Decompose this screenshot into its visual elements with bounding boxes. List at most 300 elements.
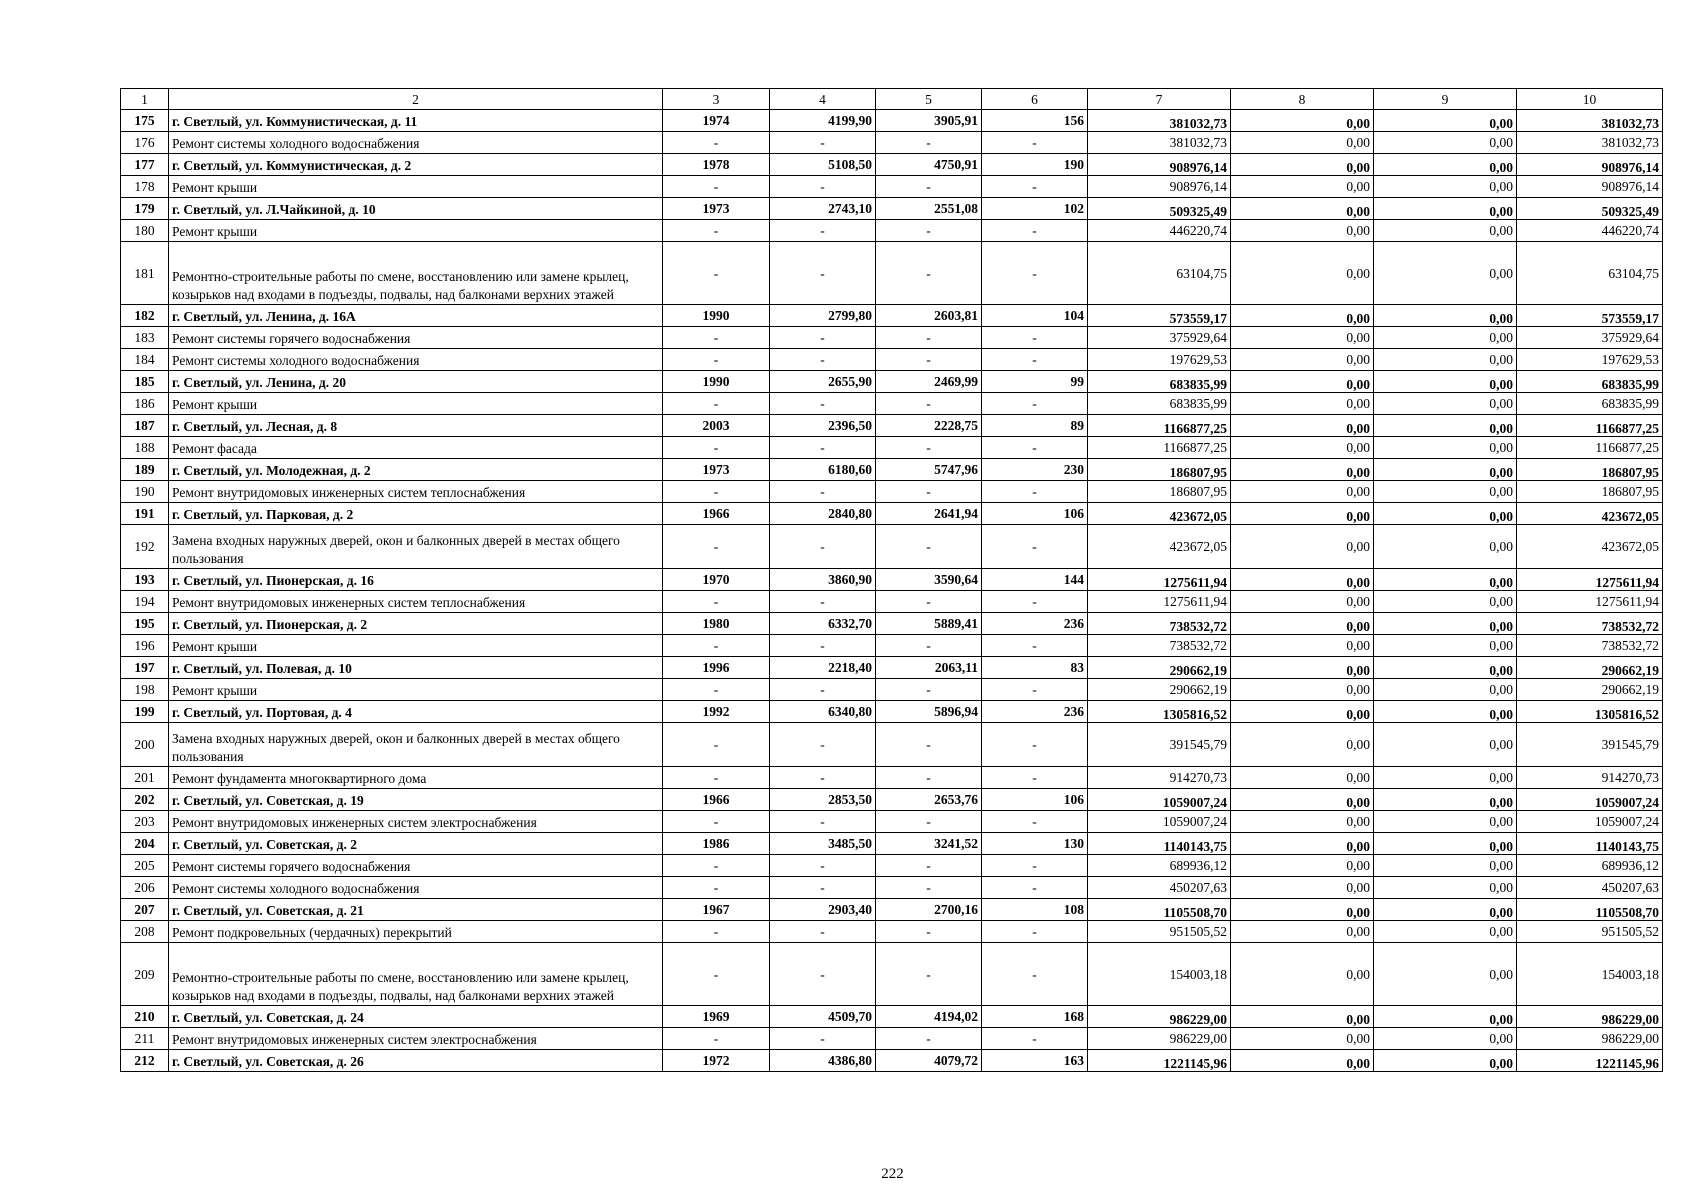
table-row	[121, 899, 1663, 921]
year-cell: -	[663, 525, 770, 569]
area-living-cell: -	[876, 943, 982, 1006]
row-number-cell: 186	[121, 393, 169, 415]
table-row	[121, 1050, 1663, 1072]
fund-cell: 0,00	[1231, 371, 1374, 393]
area-total-cell: -	[770, 811, 876, 833]
row-number-cell: 204	[121, 833, 169, 855]
object-name-cell: г. Светлый, ул. Пионерская, д. 16	[169, 569, 663, 591]
residents-cell: 102	[982, 198, 1088, 220]
fund-cell: 0,00	[1231, 481, 1374, 503]
fund-cell: 0,00	[1231, 154, 1374, 176]
row-number-cell: 195	[121, 613, 169, 635]
object-name-cell: г. Светлый, ул. Полевая, д. 10	[169, 657, 663, 679]
row-number-cell: 178	[121, 176, 169, 198]
year-cell: -	[663, 943, 770, 1006]
area-living-cell: -	[876, 921, 982, 943]
area-living-cell: 2641,94	[876, 503, 982, 525]
area-living-cell: -	[876, 525, 982, 569]
cost-total-cell: 986229,00	[1088, 1028, 1231, 1050]
table-row	[121, 349, 1663, 371]
object-name-cell: г. Светлый, ул. Советская, д. 2	[169, 833, 663, 855]
area-living-cell: -	[876, 679, 982, 701]
owners-cell: 197629,53	[1517, 349, 1663, 371]
table-row	[121, 305, 1663, 327]
object-name-cell: Ремонт фундамента многоквартирного дома	[169, 767, 663, 789]
area-living-cell: -	[876, 877, 982, 899]
residents-cell: -	[982, 855, 1088, 877]
year-cell: 1990	[663, 371, 770, 393]
budget-cell: 0,00	[1374, 833, 1517, 855]
table-row	[121, 327, 1663, 349]
area-living-cell: 5889,41	[876, 613, 982, 635]
budget-cell: 0,00	[1374, 811, 1517, 833]
table-row	[121, 371, 1663, 393]
row-number-cell: 176	[121, 132, 169, 154]
area-living-cell: -	[876, 767, 982, 789]
row-number-cell: 194	[121, 591, 169, 613]
object-name-cell: г. Светлый, ул. Пионерская, д. 2	[169, 613, 663, 635]
area-living-cell: 2551,08	[876, 198, 982, 220]
residents-cell: 168	[982, 1006, 1088, 1028]
year-cell: -	[663, 921, 770, 943]
budget-cell: 0,00	[1374, 525, 1517, 569]
year-cell: -	[663, 635, 770, 657]
cost-total-cell: 951505,52	[1088, 921, 1231, 943]
year-cell: 1972	[663, 1050, 770, 1072]
row-number-cell: 183	[121, 327, 169, 349]
owners-cell: 381032,73	[1517, 110, 1663, 132]
residents-cell: 83	[982, 657, 1088, 679]
object-name-cell: г. Светлый, ул. Л.Чайкиной, д. 10	[169, 198, 663, 220]
object-name-cell: г. Светлый, ул. Молодежная, д. 2	[169, 459, 663, 481]
year-cell: -	[663, 723, 770, 767]
area-total-cell: 2799,80	[770, 305, 876, 327]
table-row	[121, 132, 1663, 154]
table-row	[121, 154, 1663, 176]
residents-cell: 236	[982, 613, 1088, 635]
object-name-cell: г. Светлый, ул. Советская, д. 26	[169, 1050, 663, 1072]
cost-total-cell: 423672,05	[1088, 503, 1231, 525]
residents-cell: 108	[982, 899, 1088, 921]
fund-cell: 0,00	[1231, 569, 1374, 591]
owners-cell: 375929,64	[1517, 327, 1663, 349]
budget-cell: 0,00	[1374, 1050, 1517, 1072]
owners-cell: 683835,99	[1517, 371, 1663, 393]
fund-cell: 0,00	[1231, 525, 1374, 569]
area-total-cell: -	[770, 723, 876, 767]
cost-total-cell: 1105508,70	[1088, 899, 1231, 921]
year-cell: -	[663, 1028, 770, 1050]
row-number-cell: 211	[121, 1028, 169, 1050]
header-cell: 10	[1517, 89, 1663, 110]
owners-cell: 986229,00	[1517, 1028, 1663, 1050]
budget-cell: 0,00	[1374, 789, 1517, 811]
residents-cell: -	[982, 393, 1088, 415]
residents-cell: 89	[982, 415, 1088, 437]
area-living-cell: 2653,76	[876, 789, 982, 811]
cost-total-cell: 450207,63	[1088, 877, 1231, 899]
object-name-cell: Ремонт внутридомовых инженерных систем теплоснабжения	[169, 481, 663, 503]
budget-cell: 0,00	[1374, 635, 1517, 657]
residents-cell: -	[982, 679, 1088, 701]
cost-total-cell: 1140143,75	[1088, 833, 1231, 855]
residents-cell: -	[982, 1028, 1088, 1050]
area-living-cell: 5896,94	[876, 701, 982, 723]
table-row	[121, 525, 1663, 569]
budget-cell: 0,00	[1374, 613, 1517, 635]
year-cell: -	[663, 176, 770, 198]
row-number-cell: 180	[121, 220, 169, 242]
area-total-cell: -	[770, 525, 876, 569]
year-cell: -	[663, 811, 770, 833]
fund-cell: 0,00	[1231, 877, 1374, 899]
owners-cell: 908976,14	[1517, 176, 1663, 198]
area-total-cell: -	[770, 767, 876, 789]
year-cell: -	[663, 220, 770, 242]
table-row	[121, 613, 1663, 635]
header-cell: 3	[663, 89, 770, 110]
table-row	[121, 701, 1663, 723]
budget-cell: 0,00	[1374, 877, 1517, 899]
cost-total-cell: 63104,75	[1088, 242, 1231, 305]
table-row	[121, 635, 1663, 657]
owners-cell: 1221145,96	[1517, 1050, 1663, 1072]
table-row	[121, 679, 1663, 701]
row-number-cell: 201	[121, 767, 169, 789]
budget-cell: 0,00	[1374, 569, 1517, 591]
budget-cell: 0,00	[1374, 110, 1517, 132]
residents-cell: -	[982, 437, 1088, 459]
budget-cell: 0,00	[1374, 349, 1517, 371]
cost-total-cell: 509325,49	[1088, 198, 1231, 220]
budget-cell: 0,00	[1374, 154, 1517, 176]
row-number-cell: 198	[121, 679, 169, 701]
residents-cell: -	[982, 349, 1088, 371]
fund-cell: 0,00	[1231, 591, 1374, 613]
budget-cell: 0,00	[1374, 176, 1517, 198]
row-number-cell: 177	[121, 154, 169, 176]
table-row	[121, 1028, 1663, 1050]
owners-cell: 154003,18	[1517, 943, 1663, 1006]
row-number-cell: 212	[121, 1050, 169, 1072]
cost-total-cell: 197629,53	[1088, 349, 1231, 371]
budget-cell: 0,00	[1374, 899, 1517, 921]
residents-cell: 190	[982, 154, 1088, 176]
object-name-cell: Ремонт крыши	[169, 635, 663, 657]
fund-cell: 0,00	[1231, 305, 1374, 327]
owners-cell: 1140143,75	[1517, 833, 1663, 855]
budget-cell: 0,00	[1374, 503, 1517, 525]
residents-cell: 130	[982, 833, 1088, 855]
cost-total-cell: 1275611,94	[1088, 591, 1231, 613]
cost-total-cell: 290662,19	[1088, 679, 1231, 701]
object-name-cell: г. Светлый, ул. Парковая, д. 2	[169, 503, 663, 525]
year-cell: 1974	[663, 110, 770, 132]
fund-cell: 0,00	[1231, 701, 1374, 723]
cost-total-cell: 381032,73	[1088, 132, 1231, 154]
fund-cell: 0,00	[1231, 327, 1374, 349]
budget-cell: 0,00	[1374, 305, 1517, 327]
area-total-cell: 2840,80	[770, 503, 876, 525]
area-living-cell: 2700,16	[876, 899, 982, 921]
area-living-cell: -	[876, 220, 982, 242]
cost-total-cell: 1166877,25	[1088, 437, 1231, 459]
budget-cell: 0,00	[1374, 198, 1517, 220]
area-living-cell: 4194,02	[876, 1006, 982, 1028]
area-living-cell: -	[876, 591, 982, 613]
row-number-cell: 197	[121, 657, 169, 679]
page-number: 222	[881, 1166, 904, 1182]
year-cell: -	[663, 481, 770, 503]
area-total-cell: -	[770, 591, 876, 613]
area-total-cell: -	[770, 242, 876, 305]
area-total-cell: 2853,50	[770, 789, 876, 811]
area-total-cell: -	[770, 855, 876, 877]
budget-cell: 0,00	[1374, 220, 1517, 242]
row-number-cell: 203	[121, 811, 169, 833]
row-number-cell: 191	[121, 503, 169, 525]
residents-cell: 104	[982, 305, 1088, 327]
area-living-cell: 2228,75	[876, 415, 982, 437]
year-cell: 1990	[663, 305, 770, 327]
area-total-cell: -	[770, 943, 876, 1006]
fund-cell: 0,00	[1231, 921, 1374, 943]
cost-total-cell: 908976,14	[1088, 176, 1231, 198]
area-living-cell: -	[876, 242, 982, 305]
budget-cell: 0,00	[1374, 679, 1517, 701]
row-number-cell: 205	[121, 855, 169, 877]
area-total-cell: -	[770, 132, 876, 154]
object-name-cell: г. Светлый, ул. Советская, д. 19	[169, 789, 663, 811]
table-row	[121, 569, 1663, 591]
table-row	[121, 811, 1663, 833]
header-cell: 9	[1374, 89, 1517, 110]
object-name-cell: Ремонт внутридомовых инженерных систем электроснабжения	[169, 1028, 663, 1050]
area-living-cell: -	[876, 723, 982, 767]
residents-cell: 230	[982, 459, 1088, 481]
budget-cell: 0,00	[1374, 701, 1517, 723]
row-number-cell: 199	[121, 701, 169, 723]
year-cell: 1992	[663, 701, 770, 723]
fund-cell: 0,00	[1231, 613, 1374, 635]
table-row	[121, 415, 1663, 437]
area-living-cell: -	[876, 481, 982, 503]
cost-total-cell: 381032,73	[1088, 110, 1231, 132]
area-living-cell: -	[876, 1028, 982, 1050]
table-row	[121, 833, 1663, 855]
area-total-cell: 5108,50	[770, 154, 876, 176]
budget-cell: 0,00	[1374, 1028, 1517, 1050]
object-name-cell: Ремонтно-строительные работы по смене, восстановлению или замене крылец, козырьков над входами в подъезды, подвалы, над балконами верхних этажей	[169, 242, 663, 305]
budget-cell: 0,00	[1374, 657, 1517, 679]
year-cell: 1966	[663, 789, 770, 811]
area-total-cell: -	[770, 393, 876, 415]
area-living-cell: 3241,52	[876, 833, 982, 855]
table-row	[121, 176, 1663, 198]
row-number-cell: 192	[121, 525, 169, 569]
residents-cell: 144	[982, 569, 1088, 591]
table-row	[121, 393, 1663, 415]
residents-cell: -	[982, 877, 1088, 899]
owners-cell: 1275611,94	[1517, 591, 1663, 613]
budget-cell: 0,00	[1374, 855, 1517, 877]
table-row	[121, 767, 1663, 789]
row-number-cell: 175	[121, 110, 169, 132]
table-row	[121, 591, 1663, 613]
year-cell: 2003	[663, 415, 770, 437]
area-total-cell: 6180,60	[770, 459, 876, 481]
area-living-cell: 2469,99	[876, 371, 982, 393]
owners-cell: 573559,17	[1517, 305, 1663, 327]
owners-cell: 1105508,70	[1517, 899, 1663, 921]
fund-cell: 0,00	[1231, 855, 1374, 877]
residents-cell: 106	[982, 503, 1088, 525]
residents-cell: 106	[982, 789, 1088, 811]
area-living-cell: -	[876, 327, 982, 349]
cost-total-cell: 1059007,24	[1088, 811, 1231, 833]
area-living-cell: -	[876, 176, 982, 198]
fund-cell: 0,00	[1231, 899, 1374, 921]
area-living-cell: 2603,81	[876, 305, 982, 327]
owners-cell: 381032,73	[1517, 132, 1663, 154]
budget-cell: 0,00	[1374, 242, 1517, 305]
budget-cell: 0,00	[1374, 327, 1517, 349]
object-name-cell: г. Светлый, ул. Коммунистическая, д. 2	[169, 154, 663, 176]
owners-cell: 423672,05	[1517, 525, 1663, 569]
area-total-cell: 6332,70	[770, 613, 876, 635]
object-name-cell: Ремонт крыши	[169, 393, 663, 415]
row-number-cell: 202	[121, 789, 169, 811]
residents-cell: -	[982, 242, 1088, 305]
owners-cell: 1059007,24	[1517, 789, 1663, 811]
cost-total-cell: 689936,12	[1088, 855, 1231, 877]
year-cell: -	[663, 679, 770, 701]
area-total-cell: -	[770, 921, 876, 943]
area-living-cell: 4750,91	[876, 154, 982, 176]
residents-cell: -	[982, 525, 1088, 569]
year-cell: -	[663, 855, 770, 877]
year-cell: -	[663, 393, 770, 415]
object-name-cell: г. Светлый, ул. Советская, д. 24	[169, 1006, 663, 1028]
year-cell: -	[663, 877, 770, 899]
budget-cell: 0,00	[1374, 132, 1517, 154]
object-name-cell: г. Светлый, ул. Ленина, д. 16А	[169, 305, 663, 327]
budget-cell: 0,00	[1374, 371, 1517, 393]
budget-cell: 0,00	[1374, 1006, 1517, 1028]
cost-total-cell: 1275611,94	[1088, 569, 1231, 591]
area-living-cell: -	[876, 811, 982, 833]
table-row	[121, 503, 1663, 525]
row-number-cell: 182	[121, 305, 169, 327]
fund-cell: 0,00	[1231, 767, 1374, 789]
object-name-cell: г. Светлый, ул. Коммунистическая, д. 11	[169, 110, 663, 132]
row-number-cell: 181	[121, 242, 169, 305]
cost-total-cell: 573559,17	[1088, 305, 1231, 327]
area-total-cell: 3860,90	[770, 569, 876, 591]
year-cell: 1966	[663, 503, 770, 525]
budget-cell: 0,00	[1374, 767, 1517, 789]
row-number-cell: 189	[121, 459, 169, 481]
object-name-cell: Ремонт системы горячего водоснабжения	[169, 855, 663, 877]
owners-cell: 986229,00	[1517, 1006, 1663, 1028]
owners-cell: 1166877,25	[1517, 415, 1663, 437]
year-cell: 1967	[663, 899, 770, 921]
table-row	[121, 855, 1663, 877]
row-number-cell: 196	[121, 635, 169, 657]
fund-cell: 0,00	[1231, 789, 1374, 811]
fund-cell: 0,00	[1231, 176, 1374, 198]
fund-cell: 0,00	[1231, 833, 1374, 855]
row-number-cell: 200	[121, 723, 169, 767]
owners-cell: 290662,19	[1517, 657, 1663, 679]
object-name-cell: Ремонтно-строительные работы по смене, восстановлению или замене крылец, козырьков над входами в подъезды, подвалы, над балконами верхних этажей	[169, 943, 663, 1006]
owners-cell: 683835,99	[1517, 393, 1663, 415]
budget-cell: 0,00	[1374, 415, 1517, 437]
area-living-cell: -	[876, 855, 982, 877]
budget-cell: 0,00	[1374, 943, 1517, 1006]
area-total-cell: -	[770, 481, 876, 503]
owners-cell: 951505,52	[1517, 921, 1663, 943]
fund-cell: 0,00	[1231, 811, 1374, 833]
header-cell: 4	[770, 89, 876, 110]
year-cell: 1973	[663, 459, 770, 481]
table-row	[121, 877, 1663, 899]
area-living-cell: -	[876, 349, 982, 371]
residents-cell: -	[982, 723, 1088, 767]
budget-cell: 0,00	[1374, 459, 1517, 481]
owners-cell: 423672,05	[1517, 503, 1663, 525]
object-name-cell: Ремонт крыши	[169, 176, 663, 198]
residents-cell: 99	[982, 371, 1088, 393]
area-total-cell: -	[770, 176, 876, 198]
cost-total-cell: 1305816,52	[1088, 701, 1231, 723]
area-living-cell: -	[876, 132, 982, 154]
area-total-cell: 3485,50	[770, 833, 876, 855]
fund-cell: 0,00	[1231, 1050, 1374, 1072]
fund-cell: 0,00	[1231, 459, 1374, 481]
year-cell: 1980	[663, 613, 770, 635]
object-name-cell: г. Светлый, ул. Портовая, д. 4	[169, 701, 663, 723]
area-total-cell: -	[770, 877, 876, 899]
object-name-cell: Ремонт системы холодного водоснабжения	[169, 132, 663, 154]
table-row	[121, 921, 1663, 943]
header-cell: 6	[982, 89, 1088, 110]
cost-total-cell: 986229,00	[1088, 1006, 1231, 1028]
header-cell: 8	[1231, 89, 1374, 110]
year-cell: 1996	[663, 657, 770, 679]
data-table	[120, 88, 1663, 1072]
residents-cell: -	[982, 220, 1088, 242]
object-name-cell: г. Светлый, ул. Ленина, д. 20	[169, 371, 663, 393]
area-living-cell: -	[876, 393, 982, 415]
area-total-cell: -	[770, 349, 876, 371]
cost-total-cell: 290662,19	[1088, 657, 1231, 679]
object-name-cell: Ремонт системы холодного водоснабжения	[169, 349, 663, 371]
year-cell: -	[663, 767, 770, 789]
header-cell: 1	[121, 89, 169, 110]
year-cell: 1973	[663, 198, 770, 220]
cost-total-cell: 908976,14	[1088, 154, 1231, 176]
year-cell: 1986	[663, 833, 770, 855]
fund-cell: 0,00	[1231, 415, 1374, 437]
object-name-cell: г. Светлый, ул. Лесная, д. 8	[169, 415, 663, 437]
cost-total-cell: 914270,73	[1088, 767, 1231, 789]
area-total-cell: 4509,70	[770, 1006, 876, 1028]
cost-total-cell: 446220,74	[1088, 220, 1231, 242]
cost-total-cell: 391545,79	[1088, 723, 1231, 767]
object-name-cell: Ремонт подкровельных (чердачных) перекрытий	[169, 921, 663, 943]
row-number-cell: 193	[121, 569, 169, 591]
